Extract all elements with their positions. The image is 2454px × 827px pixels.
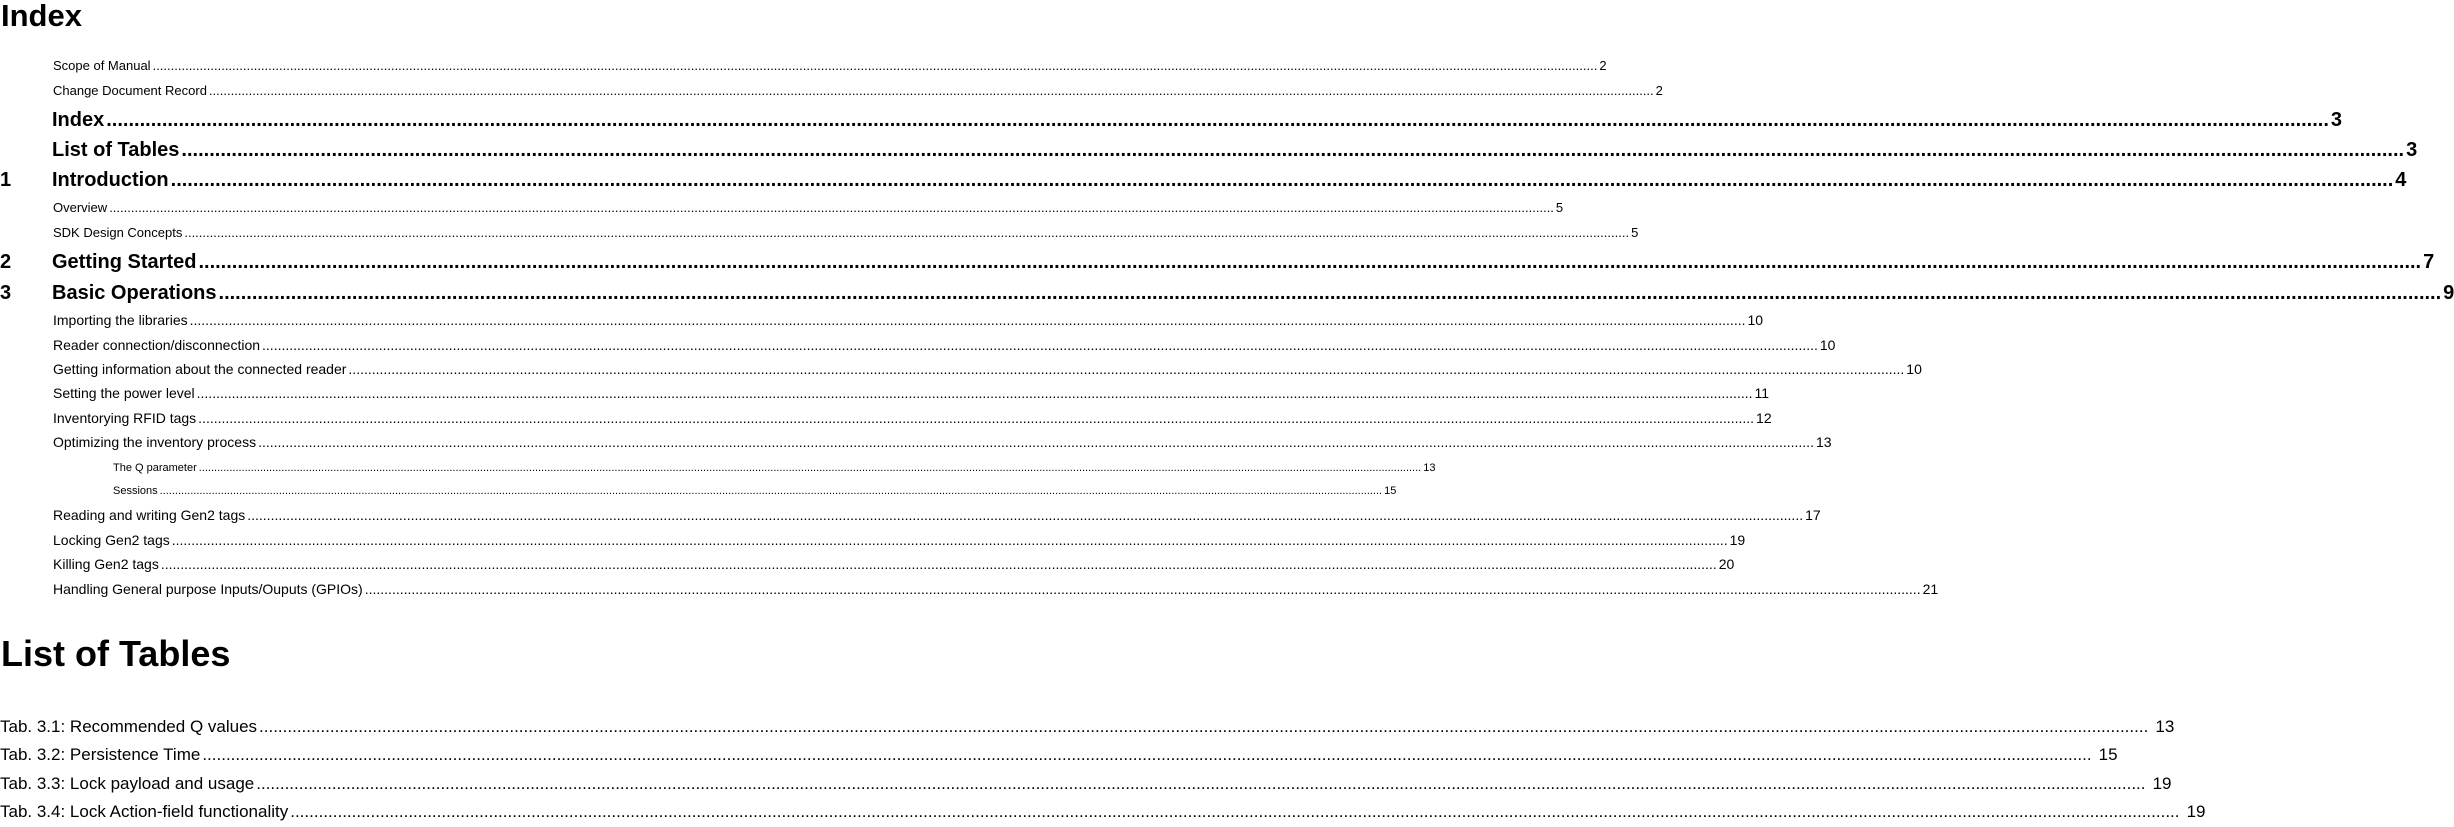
toc-entry[interactable] [53, 532, 1746, 548]
toc-entry[interactable] [53, 361, 1922, 377]
toc-entry-page: 3 [2330, 109, 2343, 131]
toc-entry[interactable] [53, 225, 1639, 240]
toc-entry[interactable] [0, 251, 2435, 273]
toc-leader-dots: ................................................................................................................................................................................................................................................................................................................................................................................................................ [184, 225, 1630, 240]
toc-entry-label: Tab. 3.1: Recommended Q values [0, 717, 258, 736]
toc-entry-label: Reading and writing Gen2 tags [53, 507, 246, 523]
toc-entry-label: Introduction [52, 169, 169, 191]
toc-entry-page: 3 [2406, 139, 2418, 161]
toc-entry-label: Handling General purpose Inputs/Ouputs (GPIOs) [53, 581, 363, 597]
toc-entry-page: 5 [1555, 200, 1564, 215]
toc-leader-dots: ................................................................................................................................................................................................................................................................................................................................................................................................................ [202, 745, 2092, 764]
toc-leader-dots: ................................................................................................................................................................................................................................................................................................................................................................................................................ [258, 434, 1814, 450]
list-of-tables-heading: List of Tables [1, 633, 231, 674]
toc-entry-page: 15 [1384, 485, 1397, 497]
toc-entry[interactable] [0, 282, 2454, 304]
toc-leader-dots: ................................................................................................................................................................................................................................................................................................................................................................................................................ [196, 385, 1753, 401]
toc-entry[interactable] [53, 58, 1607, 73]
toc-leader-dots: ................................................................................................................................................................................................................................................................................................................................................................................................................ [160, 556, 1717, 572]
toc-entry-label: Tab. 3.4: Lock Action-field functionality [0, 802, 289, 821]
toc-entry[interactable] [113, 485, 1397, 497]
toc-entry-page: 13 [1423, 462, 1436, 474]
toc-entry[interactable] [53, 507, 1821, 523]
toc-entry[interactable] [53, 434, 1832, 450]
toc-leader-dots: ................................................................................................................................................................................................................................................................................................................................................................................................................ [348, 361, 1905, 377]
toc-entry[interactable] [53, 581, 1939, 597]
toc-entry-label: Killing Gen2 tags [53, 556, 159, 572]
toc-entry-label: Change Document Record [53, 83, 207, 98]
toc-entry-page: 17 [1805, 507, 1821, 523]
toc-entry-label: SDK Design Concepts [53, 225, 183, 240]
toc-entry[interactable] [53, 410, 1772, 426]
toc-entry-label: Scope of Manual [53, 58, 151, 73]
toc-entry-page: 21 [1922, 581, 1939, 597]
toc-entry-label: Getting Started [52, 251, 197, 273]
toc-entry-page: 19 [1729, 532, 1746, 548]
toc-entry[interactable] [0, 139, 2418, 161]
toc-leader-dots: ................................................................................................................................................................................................................................................................................................................................................................................................................ [262, 337, 1818, 353]
toc-entry-label: Getting information about the connected reader [53, 361, 347, 377]
toc-leader-dots: ................................................................................................................................................................................................................................................................................................................................................................................................................ [159, 485, 1383, 497]
toc-entry-label: The Q parameter [113, 462, 197, 474]
toc-leader-dots: ................................................................................................................................................................................................................................................................................................................................................................................................................ [218, 282, 2442, 304]
toc-leader-dots: ................................................................................................................................................................................................................................................................................................................................................................................................................ [198, 462, 1422, 474]
toc-entry[interactable] [0, 745, 2118, 764]
toc-leader-dots: ................................................................................................................................................................................................................................................................................................................................................................................................................ [171, 532, 1728, 548]
toc-entry-number: 2 [0, 251, 12, 273]
toc-leader-dots: ................................................................................................................................................................................................................................................................................................................................................................................................................ [189, 312, 1746, 328]
toc-entry[interactable] [53, 83, 1663, 98]
toc-leader-dots: ................................................................................................................................................................................................................................................................................................................................................................................................................ [152, 58, 1598, 73]
toc-leader-dots: ................................................................................................................................................................................................................................................................................................................................................................................................................ [208, 83, 1654, 98]
toc-entry-page: 11 [1754, 385, 1770, 401]
toc-entry-page: 2 [1655, 83, 1663, 98]
toc-entry-page: 10 [1906, 361, 1922, 377]
toc-entry-label: Importing the libraries [53, 312, 188, 328]
toc-leader-dots: ................................................................................................................................................................................................................................................................................................................................................................................................................ [256, 774, 2146, 793]
toc-entry-label: List of Tables [52, 139, 180, 161]
toc-entry-page: 19 [2152, 774, 2172, 793]
toc-leader-dots: ................................................................................................................................................................................................................................................................................................................................................................................................................ [106, 109, 2329, 131]
toc-entry-page: 5 [1631, 225, 1639, 240]
toc-entry-page: 10 [1819, 337, 1836, 353]
toc-entry[interactable] [53, 312, 1764, 328]
toc-entry-page: 13 [2155, 717, 2175, 736]
toc-entry-page: 20 [1718, 556, 1735, 572]
toc-entry[interactable] [0, 109, 2343, 131]
toc-entry-page: 13 [1815, 434, 1832, 450]
toc-entry-number: 3 [0, 282, 12, 304]
index-heading: Index [1, 0, 82, 33]
toc-entry[interactable] [0, 802, 2206, 821]
toc-entry-label: Overview [53, 200, 108, 215]
toc-leader-dots: ................................................................................................................................................................................................................................................................................................................................................................................................................ [259, 717, 2149, 736]
toc-entry-label: Basic Operations [52, 282, 217, 304]
toc-entry[interactable] [53, 200, 1564, 215]
toc-entry-label: Sessions [113, 485, 158, 497]
toc-leader-dots: ................................................................................................................................................................................................................................................................................................................................................................................................................ [198, 410, 1755, 426]
toc-leader-dots: ................................................................................................................................................................................................................................................................................................................................................................................................................ [198, 251, 2422, 273]
toc-entry-label: Tab. 3.2: Persistence Time [0, 745, 201, 764]
toc-entry-label: Index [52, 109, 105, 131]
toc-entry-page: 15 [2098, 745, 2118, 764]
toc-entry-page: 19 [2186, 802, 2206, 821]
toc-entry[interactable] [0, 717, 2175, 736]
toc-leader-dots: ................................................................................................................................................................................................................................................................................................................................................................................................................ [170, 169, 2394, 191]
toc-entry-label: Reader connection/disconnection [53, 337, 261, 353]
toc-leader-dots: ................................................................................................................................................................................................................................................................................................................................................................................................................ [109, 200, 1554, 215]
toc-entry-page: 2 [1599, 58, 1607, 73]
toc-leader-dots: ................................................................................................................................................................................................................................................................................................................................................................................................................ [181, 139, 2405, 161]
toc-entry[interactable] [0, 774, 2172, 793]
toc-entry[interactable] [113, 462, 1436, 474]
toc-entry-label: Setting the power level [53, 385, 195, 401]
toc-entry-label: Locking Gen2 tags [53, 532, 170, 548]
toc-entry-page: 4 [2395, 169, 2407, 191]
toc-entry[interactable] [0, 169, 2407, 191]
toc-leader-dots: ................................................................................................................................................................................................................................................................................................................................................................................................................ [364, 581, 1921, 597]
toc-entry-label: Inventorying RFID tags [53, 410, 197, 426]
toc-entry-page: 7 [2423, 251, 2435, 273]
toc-entry-page: 12 [1756, 410, 1772, 426]
toc-entry-number: 1 [0, 169, 12, 191]
toc-entry-page: 9 [2443, 282, 2454, 304]
toc-entry[interactable] [53, 556, 1735, 572]
toc-entry-label: Optimizing the inventory process [53, 434, 257, 450]
toc-entry[interactable] [53, 337, 1836, 353]
toc-entry[interactable] [53, 385, 1770, 401]
toc-entry-label: Tab. 3.3: Lock payload and usage [0, 774, 255, 793]
toc-leader-dots: ................................................................................................................................................................................................................................................................................................................................................................................................................ [247, 507, 1804, 523]
toc-leader-dots: ................................................................................................................................................................................................................................................................................................................................................................................................................ [290, 802, 2180, 821]
toc-entry-page: 10 [1747, 312, 1764, 328]
